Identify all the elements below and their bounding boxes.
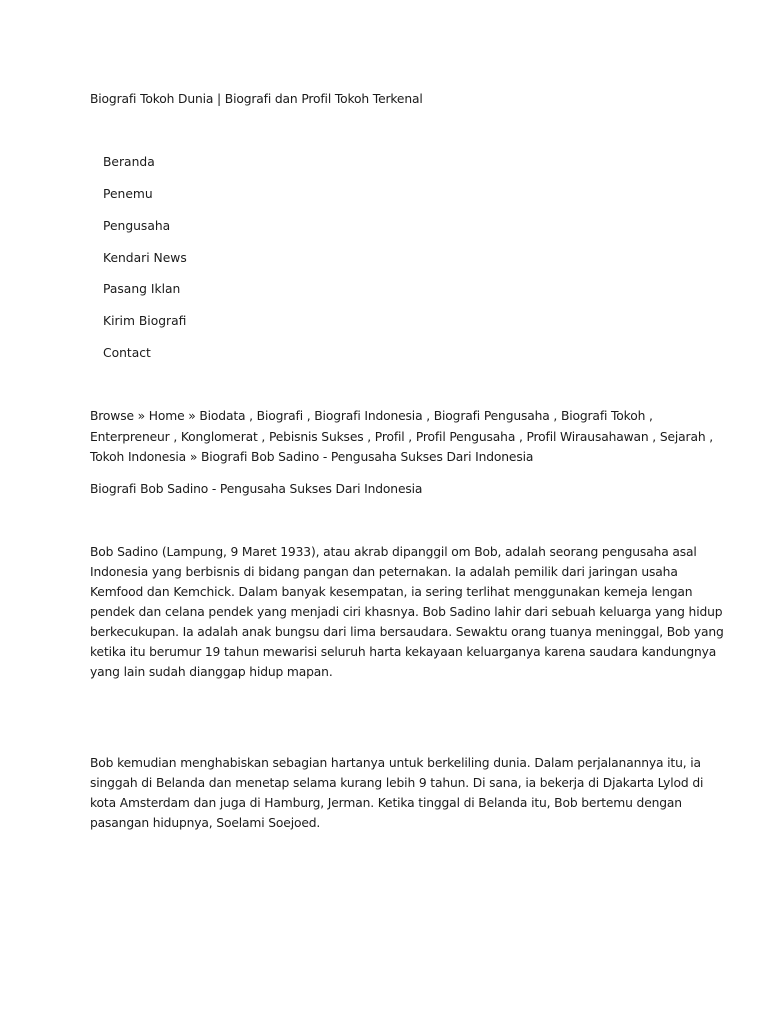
paragraph-line: Indonesia yang berbisnis di bidang pangan dan peternakan. Ia adalah pemilik dari jaringan usaha (90, 565, 678, 579)
nav-item-kendari-news[interactable]: Kendari News (103, 251, 187, 265)
paragraph-line: ketika itu berumur 19 tahun mewarisi seluruh harta kekayaan keluarganya karena saudara kandungnya (90, 645, 717, 659)
article-title: Biografi Bob Sadino - Pengusaha Sukses Dari Indonesia (90, 482, 423, 496)
nav-item-pasang-iklan[interactable]: Pasang Iklan (103, 282, 181, 296)
paragraph-line: Kemfood dan Kemchick. Dalam banyak kesempatan, ia sering terlihat menggunakan kemeja lengan (90, 585, 693, 599)
breadcrumb-line[interactable]: Browse » Home » Biodata , Biografi , Biografi Indonesia , Biografi Pengusaha , Biografi Tokoh , (90, 409, 653, 423)
site-title[interactable]: Biografi Tokoh Dunia | Biografi dan Profil Tokoh Terkenal (90, 92, 423, 106)
paragraph-line: pendek dan celana pendek yang menjadi ciri khasnya. Bob Sadino lahir dari sebuah keluarga yang hidup (90, 605, 723, 619)
breadcrumb-line[interactable]: Tokoh Indonesia » Biografi Bob Sadino - Pengusaha Sukses Dari Indonesia (90, 450, 534, 464)
paragraph-line: Bob kemudian menghabiskan sebagian hartanya untuk berkeliling dunia. Dalam perjalanannya itu, ia (90, 756, 701, 770)
nav-item-pengusaha[interactable]: Pengusaha (103, 219, 171, 233)
paragraph-line: yang lain sudah dianggap hidup mapan. (90, 665, 333, 679)
nav-item-beranda[interactable]: Beranda (103, 155, 155, 169)
paragraph-line: berkecukupan. Ia adalah anak bungsu dari lima bersaudara. Sewaktu orang tuanya meninggal, Bob yang (90, 625, 724, 639)
paragraph-line: Bob Sadino (Lampung, 9 Maret 1933), atau akrab dipanggil om Bob, adalah seorang pengusaha asal (90, 545, 697, 559)
breadcrumb-line[interactable]: Enterpreneur , Konglomerat , Pebisnis Sukses , Profil , Profil Pengusaha , Profil Wirausahawan , Sejarah , (90, 430, 714, 444)
nav-item-kirim-biografi[interactable]: Kirim Biografi (103, 314, 187, 328)
paragraph-line: singgah di Belanda dan menetap selama kurang lebih 9 tahun. Di sana, ia bekerja di Djakarta Lylod di (90, 776, 704, 790)
article-paragraph (90, 753, 704, 833)
paragraph-line: kota Amsterdam dan juga di Hamburg, Jerman. Ketika tinggal di Belanda itu, Bob bertemu dengan (90, 796, 682, 810)
article-paragraph (90, 542, 724, 682)
paragraph-line: pasangan hidupnya, Soelami Soejoed. (90, 816, 321, 830)
nav-item-penemu[interactable]: Penemu (103, 187, 153, 201)
nav-item-contact[interactable]: Contact (103, 346, 151, 360)
